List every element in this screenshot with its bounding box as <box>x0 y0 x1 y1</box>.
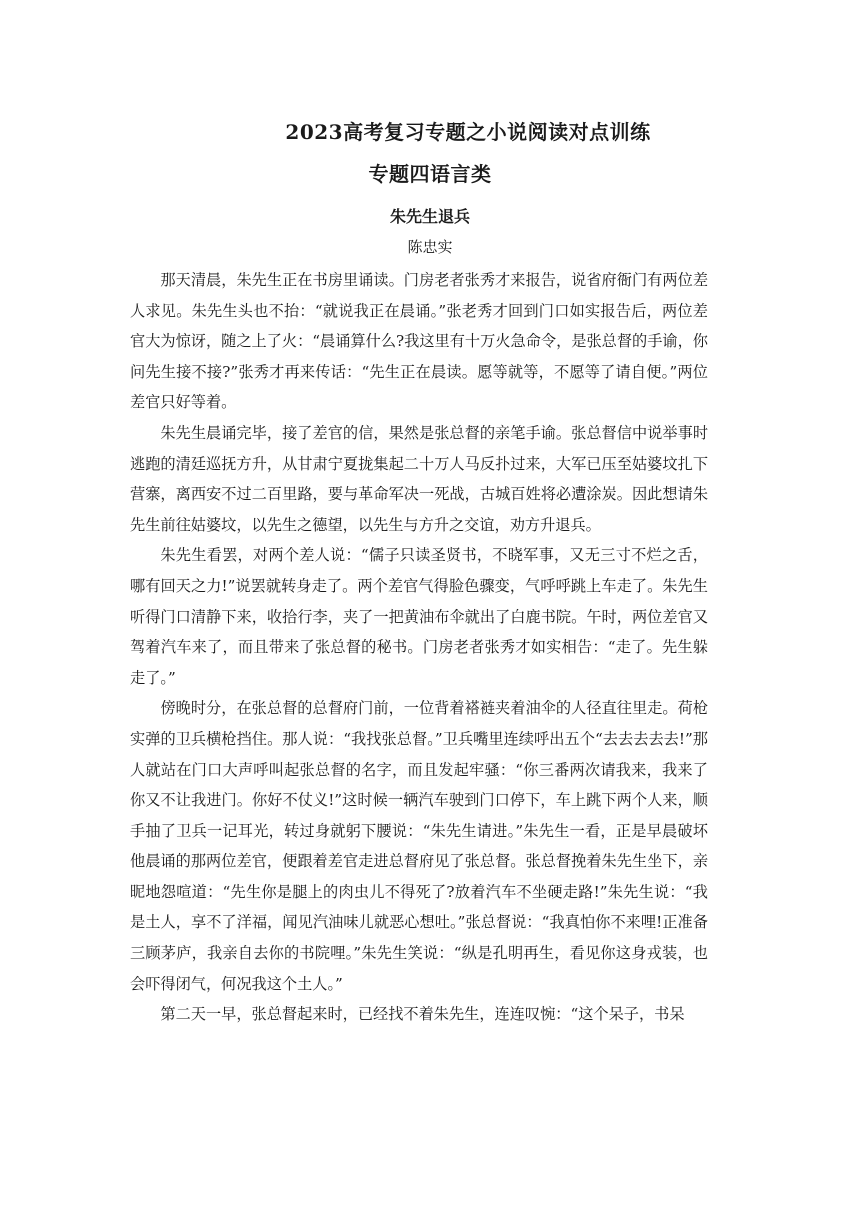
paragraph: 第二天一早，张总督起来时，已经找不着朱先生，连连叹惋：“这个呆子，书呆 <box>160 1005 685 1024</box>
story-title: 朱先生退兵 <box>389 207 470 226</box>
document-subtitle: 专题四语言类 <box>368 162 492 186</box>
story-author: 陈忠实 <box>407 238 453 256</box>
paragraph: 那天清晨，朱先生正在书房里诵读。门房老者张秀才来报告，说省府衙门有两位差人求见。朱先生头也不抬：“就说我正在晨诵。”张老秀才回到门口如实报告后，两位差官大为惊讶，随之上了火：“晨诵算什么?我这里有十万火急命令，是张总督的手谕，你问先生接不接?”张秀才再来传话：“先生正在晨读。愿等就等，不愿等了请自便。”两位差官只好等着。 <box>130 271 708 412</box>
story-body <box>130 265 708 1030</box>
document-title: 2023高考复习专题之小说阅读对点训练 <box>285 120 651 144</box>
paragraph: 朱先生看罢，对两个差人说：“儒子只读圣贤书，不晓军事，又无三寸不烂之舌，哪有回天之力!”说罢就转身走了。两个差官气得脸色骤变，气呼呼跳上车走了。朱先生听得门口清静下来，收拾行李，夹了一把黄油布伞就出了白鹿书院。午时，两位差官又驾着汽车来了，而且带来了张总督的秘书。门房老者张秀才如实相告：“走了。先生躲走了。” <box>130 546 708 687</box>
paragraph: 傍晚时分，在张总督的总督府门前，一位背着褡裢夹着油伞的人径直往里走。荷枪实弹的卫兵横枪挡住。那人说：“我找张总督。”卫兵嘴里连续呼出五个“去去去去去!”那人就站在门口大声呼叫起张总督的名字，而且发起牢骚：“你三番两次请我来，我来了你又不让我进门。你好不仗义!”这时候一辆汽车驶到门口停下，车上跳下两个人来，顺手抽了卫兵一记耳光，转过身就躬下腰说：“朱先生请进。”朱先生一看，正是早晨破坏他晨诵的那两位差官，便跟着差官走进总督府见了张总督。张总督挽着朱先生坐下，亲昵地怨喧道：“先生你是腿上的肉虫儿不得死了?放着汽车不坐硬走路!”朱先生说：“我是土人，享不了洋福，闻见汽油味儿就恶心想吐。”张总督说：“我真怕你不来哩!正准备三顾茅庐，我亲自去你的书院哩。”朱先生笑说：“纵是孔明再生，看见你这身戎装，也会吓得闭气，何况我这个土人。” <box>130 699 708 993</box>
paragraph: 朱先生晨诵完毕，接了差官的信，果然是张总督的亲笔手谕。张总督信中说举事时逃跑的清廷巡抚方升，从甘肃宁夏拢集起二十万人马反扑过来，大军已压至姑婆坟扎下营寨，离西安不过二百里路，要与革命军决一死战，古城百姓将必遭涂炭。因此想请朱先生前往姑婆坟，以先生之德望，以先生与方升之交谊，劝方升退兵。 <box>130 423 708 534</box>
